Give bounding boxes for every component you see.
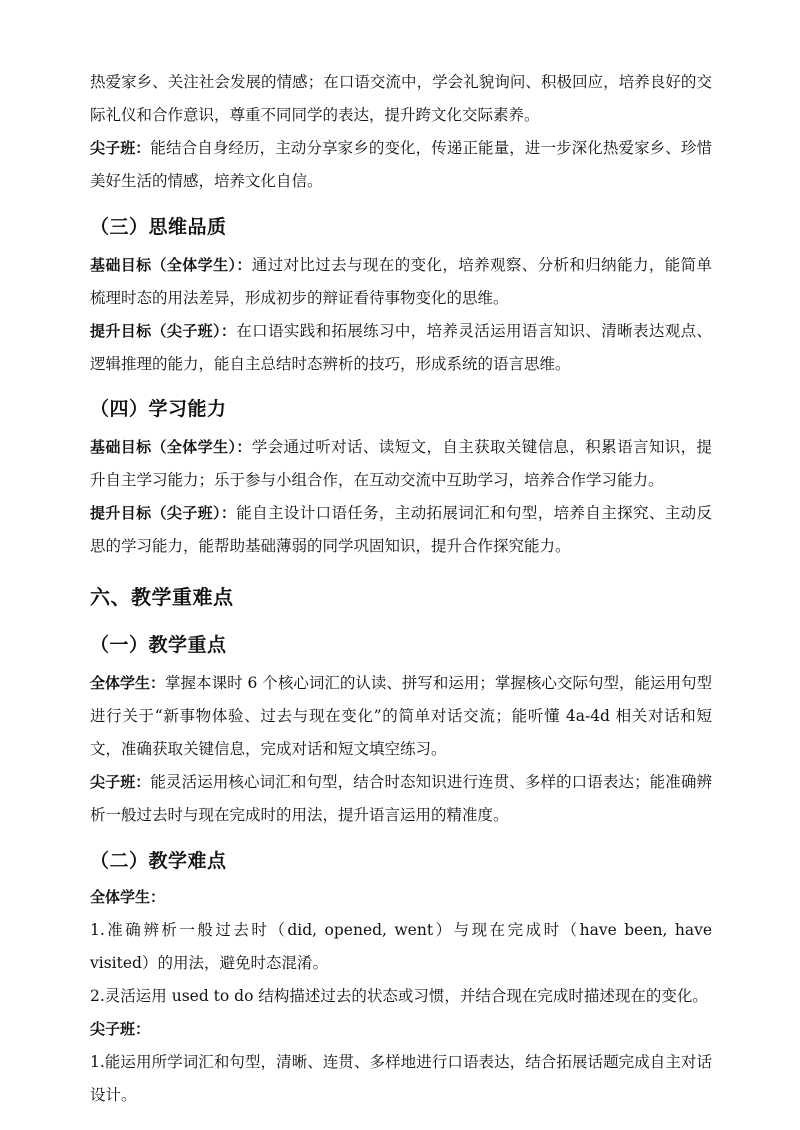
chapter-heading-key-difficult: 六、教学重难点: [90, 585, 234, 609]
difficult-item-1: 1.准确辨析一般过去时（did, opened, went）与现在完成时（have been, have visited）的用法，避免时态混淆。: [90, 921, 712, 972]
paragraph-lead: 基础目标（全体学生）：: [90, 256, 252, 274]
paragraph-lead: 提升目标（尖子班）：: [90, 322, 237, 340]
paragraph-lead: 尖子班：: [90, 139, 151, 157]
section-heading-difficult-points: （二）教学难点: [90, 850, 227, 872]
culture-paragraph: 热爱家乡、关注社会发展的情感；在口语交流中，学会礼貌询问、积极回应，培养良好的交际礼仪和合作意识，尊重不同同学的表达，提升跨文化交际素养。: [90, 73, 712, 124]
paragraph-lead: 全体学生：: [90, 674, 166, 692]
key-all-students-paragraph: [90, 667, 712, 766]
paragraph-text: 掌握本课时 6 个核心词汇的认读、拼写和运用；掌握核心交际句型，能运用句型进行关于“新事物体验、过去与现在变化”的简单对话交流；能听懂 4a-4d 相关对话和短文，准确获取关键信息，完成对话和短文填空练习。: [90, 674, 712, 758]
thinking-advanced-paragraph: [90, 315, 712, 381]
learning-basic-paragraph: [90, 431, 712, 497]
paragraph-text: 能自主设计口语任务，主动拓展词汇和句型，培养自主探究、主动反思的学习能力，能帮助基础薄弱的同学巩固知识，提升合作探究能力。: [90, 504, 712, 555]
section-heading-key-points: （一）教学重点: [90, 634, 227, 656]
difficult-top-class-label: 尖子班：: [90, 1020, 151, 1038]
paragraph-lead: 尖子班：: [90, 773, 151, 791]
paragraph-text: 学会通过听对话、读短文，自主获取关键信息，积累语言知识，提升自主学习能力；乐于参与小组合作，在互动交流中互助学习，培养合作学习能力。: [90, 438, 712, 489]
difficult-top-item-1: 1.能运用所学词汇和句型，清晰、连贯、多样地进行口语表达，结合拓展话题完成自主对话设计。: [90, 1053, 712, 1104]
section-heading-learning: （四）学习能力: [90, 398, 227, 420]
difficult-item-2: 2.灵活运用 used to do 结构描述过去的状态或习惯，并结合现在完成时描述现在的变化。: [90, 987, 708, 1005]
paragraph-lead: 提升目标（尖子班）：: [90, 504, 237, 522]
section-heading-thinking: （三）思维品质: [90, 216, 227, 238]
difficult-all-students-label: 全体学生：: [90, 888, 166, 906]
key-top-class-paragraph: [90, 766, 712, 832]
paragraph-text: 在口语实践和拓展练习中，培养灵活运用语言知识、清晰表达观点、逻辑推理的能力，能自主总结时态辨析的技巧，形成系统的语言思维。: [90, 322, 712, 373]
paragraph-text: 能结合自身经历，主动分享家乡的变化，传递正能量，进一步深化热爱家乡、珍惜美好生活的情感，培养文化自信。: [90, 139, 712, 190]
thinking-basic-paragraph: [90, 249, 712, 315]
paragraph-lead: 基础目标（全体学生）：: [90, 438, 252, 456]
culture-top-class-paragraph: [90, 132, 712, 198]
paragraph-text: 能灵活运用核心词汇和句型，结合时态知识进行连贯、多样的口语表达；能准确辨析一般过去时与现在完成时的用法，提升语言运用的精准度。: [90, 773, 712, 824]
learning-advanced-paragraph: [90, 497, 712, 563]
paragraph-text: 通过对比过去与现在的变化，培养观察、分析和归纳能力，能简单梳理时态的用法差异，形成初步的辩证看待事物变化的思维。: [90, 256, 712, 307]
